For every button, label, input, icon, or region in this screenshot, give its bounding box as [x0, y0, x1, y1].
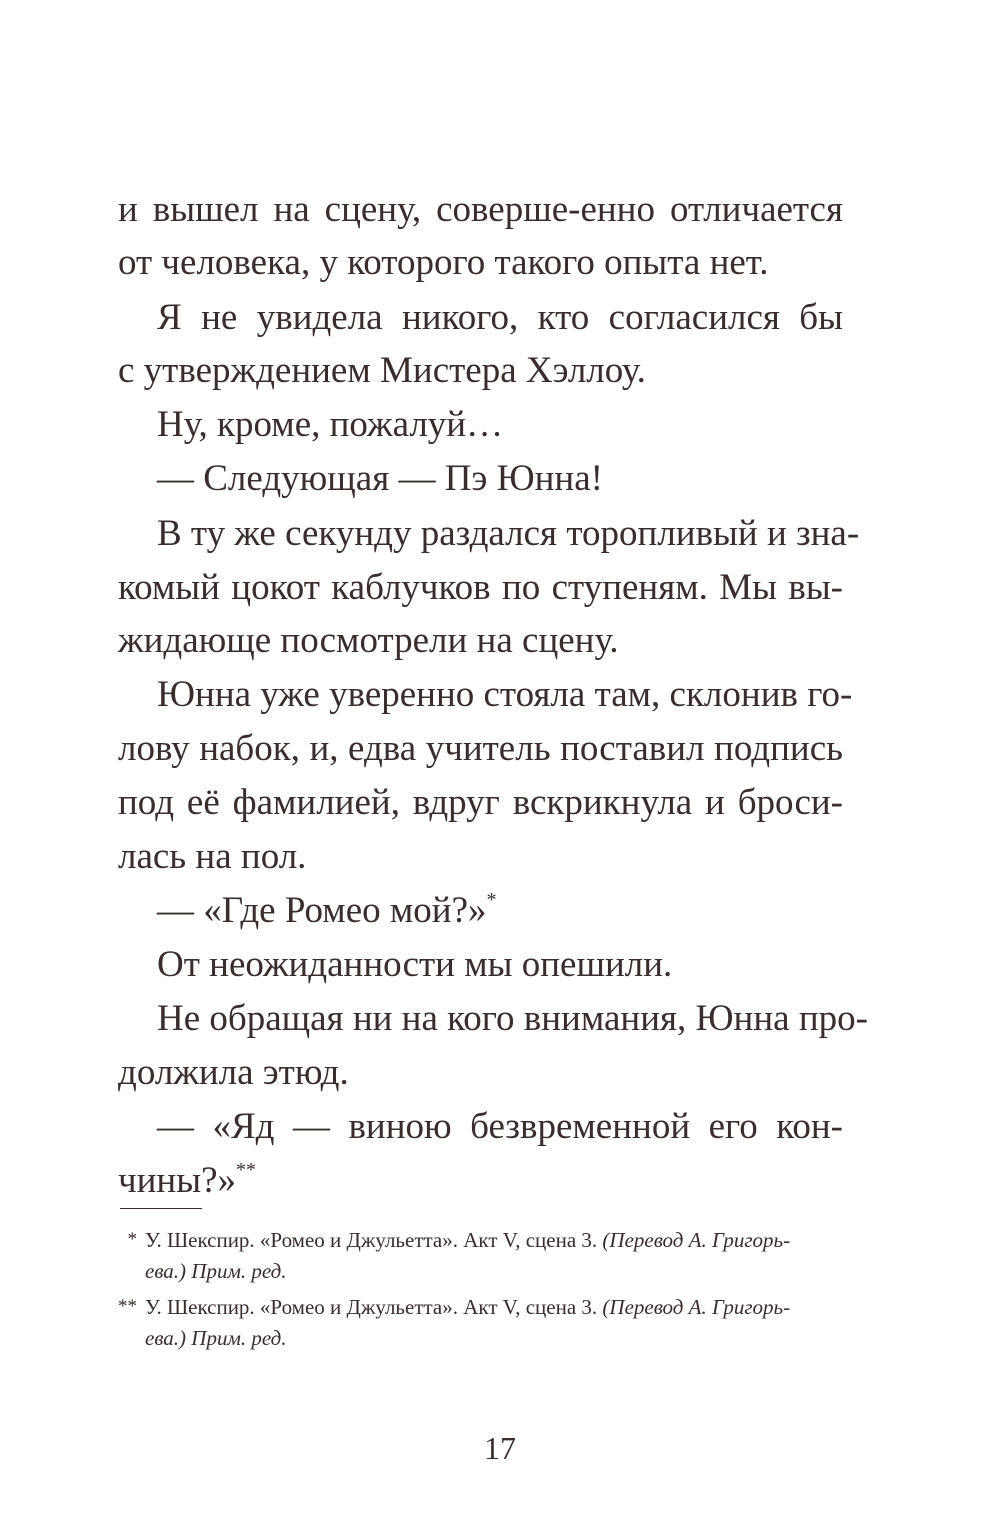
quote-text: чины?» [118, 1160, 236, 1201]
footnote-line [145, 1257, 843, 1285]
footnote-italic-text: (Перевод А. Григорь- [602, 1295, 791, 1319]
body-line: Ну, кроме, пожалуй… [157, 404, 504, 445]
footnote-italic-text: ева.) Прим. ред. [145, 1259, 287, 1283]
footnote-italic-text: (Перевод А. Григорь- [602, 1228, 791, 1252]
body-line: лову набок, и, едва учитель поставил подпись [118, 728, 843, 769]
quote-text: — «Где Ромео мой?» [157, 890, 487, 931]
body-line: комый цокот каблучков по ступеням. Мы вы- [118, 567, 843, 608]
body-line: Не обращая ни на кого внимания, Юнна про- [157, 998, 868, 1039]
body-line: От неожиданности мы опешили. [157, 944, 673, 985]
body-line: В ту же секунду раздался торопливый и зна- [157, 513, 860, 554]
body-line: под её фамилией, вдруг вскрикнула и броси- [118, 782, 843, 823]
body-line: Юнна уже уверенно стояла там, склонив го- [157, 674, 853, 715]
body-line: должила этюд. [118, 1052, 349, 1093]
footnote-reference: ** [236, 1159, 256, 1181]
body-line: Я не увидела никого, кто согласился бы [157, 297, 843, 338]
body-line: — Следующая — Пэ Юнна! [157, 458, 603, 499]
body-line: жидающе посмотрели на сцену. [118, 620, 619, 661]
body-line: лась на пол. [118, 836, 307, 877]
body-line: от человека, у которого такого опыта нет. [118, 242, 769, 283]
body-line: и вышел на сцену, соверше-енно отличается [118, 189, 843, 230]
page-number: 17 [484, 1430, 516, 1466]
footnote-reference: * [486, 889, 497, 911]
footnote-line [145, 1324, 843, 1352]
footnote-line [145, 1293, 843, 1321]
body-line-with-footnote [157, 889, 843, 933]
footnote-line [145, 1226, 843, 1254]
footnote-marker: ** [118, 1296, 137, 1317]
footnote-divider [120, 1208, 202, 1209]
body-line: — «Яд — виною безвременной его кон- [157, 1106, 843, 1147]
body-line-with-footnote [118, 1159, 843, 1203]
footnote-marker: * [127, 1229, 137, 1250]
footnote-italic-text: ева.) Прим. ред. [145, 1326, 287, 1350]
footnote-text: У. Шекспир. «Ромео и Джульетта». Акт V, сцена 3. [145, 1295, 603, 1319]
footnote-text: У. Шекспир. «Ромео и Джульетта». Акт V, сцена 3. [145, 1228, 603, 1252]
body-line: с утверждением Мистера Хэллоу. [118, 350, 646, 391]
